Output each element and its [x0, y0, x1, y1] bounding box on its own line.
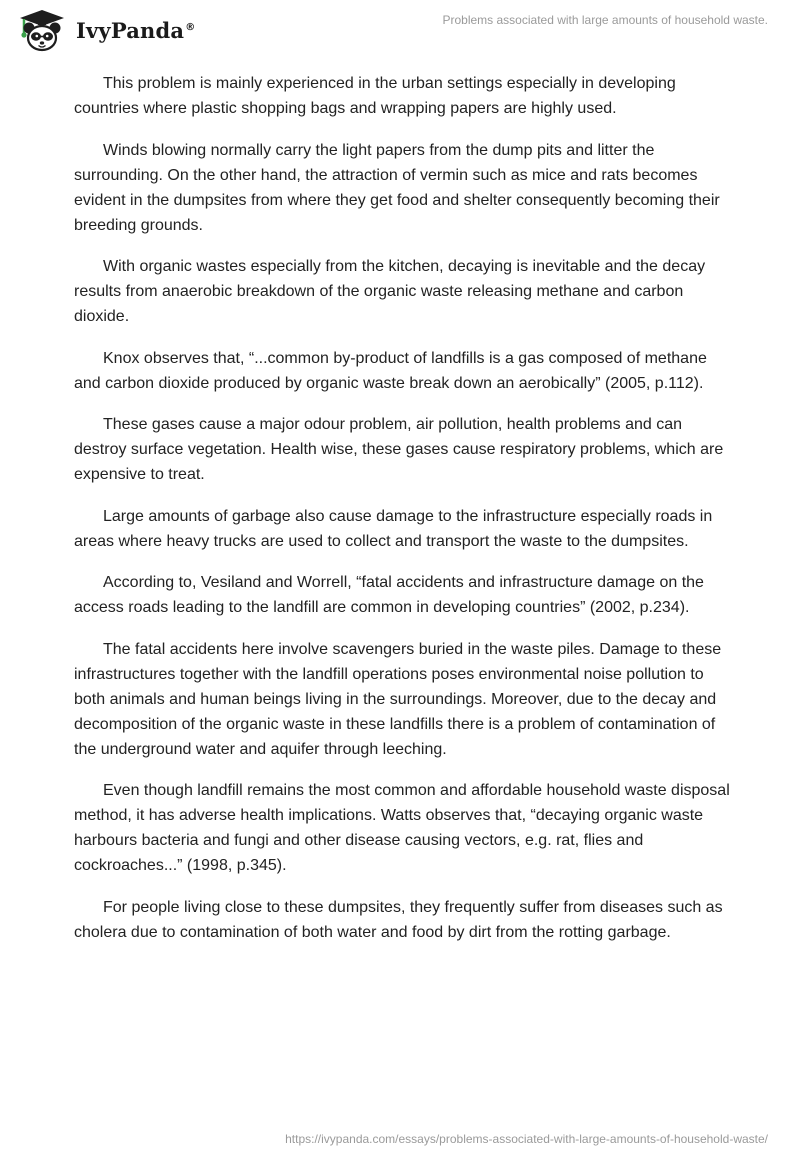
brand-name: IvyPanda®: [76, 17, 196, 43]
paragraph: According to, Vesiland and Worrell, “fatal accidents and infrastructure damage on the access roads leading to the landfill are common in developing countries” (2002, p.234).: [74, 574, 704, 616]
paragraph: Large amounts of garbage also cause damage to the infrastructure especially roads in areas where heavy trucks are used to collect and transport the waste to the dumpsites.: [74, 507, 713, 550]
panda-graduation-cap-icon: [14, 8, 70, 52]
essay-body: [74, 71, 734, 961]
source-url-link[interactable]: https://ivypanda.com/essays/problems-associated-with-large-amounts-of-household-waste/: [285, 1132, 768, 1146]
paragraph: Knox observes that, “...common by-product of landfills is a gas composed of methane and carbon dioxide produced by organic waste break down an aerobically” (2005, p.112).: [74, 349, 707, 392]
paragraph: These gases cause a major odour problem, air pollution, health problems and can destroy surface vegetation. Health wise, these gases cause respiratory problems, which are expensive to treat.: [74, 416, 724, 483]
paragraph: For people living close to these dumpsites, they frequently suffer from diseases such as cholera due to contamination of both water and food by dirt from the rotting garbage.: [74, 898, 723, 941]
paragraph: Winds blowing normally carry the light papers from the dump pits and litter the surrounding. On the other hand, the attraction of vermin such as mice and rats becomes evident in the dumpsites from where they get food and shelter consequently becoming their breeding grounds.: [74, 141, 720, 234]
paragraph: With organic wastes especially from the kitchen, decaying is inevitable and the decay results from anaerobic breakdown of the organic waste releasing methane and carbon dioxide.: [74, 258, 706, 325]
document-title: Problems associated with large amounts of household waste.: [442, 13, 768, 27]
paragraph: The fatal accidents here involve scavengers buried in the waste piles. Damage to these infrastructures together with the landfill operations poses environmental noise pollution to both animals and human beings living in the surroundings. Moreover, due to the decay and decomposition of the organic waste in these landfills there is a problem of contamination of the underground water and aquifer through leeching.: [74, 640, 722, 758]
registered-mark: ®: [185, 21, 196, 33]
brand-logo[interactable]: [14, 8, 195, 52]
paragraph: Even though landfill remains the most common and affordable household waste disposal method, it has adverse health implications. Watts observes that, “decaying organic waste harbours bacteria and fungi and other disease causing vectors, e.g. rat, flies and cockroaches...” (1998, p.345).: [74, 782, 730, 874]
paragraph: This problem is mainly experienced in the urban settings especially in developing countries where plastic shopping bags and wrapping papers are highly used.: [74, 75, 676, 117]
page-header: [0, 0, 800, 60]
